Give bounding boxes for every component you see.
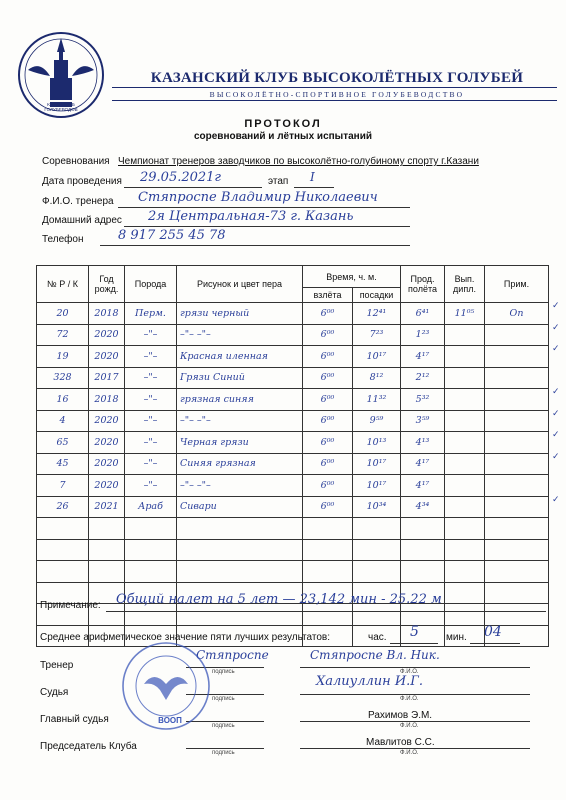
cell-duration (401, 561, 445, 583)
cell-exec (445, 539, 485, 561)
judge-sign-caption: подпись (212, 696, 235, 702)
judge-fio-line (300, 694, 530, 695)
stage-value: I (310, 170, 315, 184)
results-table (36, 265, 549, 647)
cell-pattern: –"– –"– (177, 475, 303, 497)
cell-duration: 1²³ (401, 324, 445, 346)
table-row (37, 324, 549, 346)
header-note: Прим. (485, 266, 549, 303)
cell-landing: 10³⁴ (353, 496, 401, 518)
cell-duration: 4¹³ (401, 432, 445, 454)
trainer-sign-label: Тренер (40, 660, 74, 671)
cell-exec (445, 367, 485, 389)
cell-takeoff: 6⁰⁰ (303, 303, 353, 325)
cell-note (485, 561, 549, 583)
chair-fio-value: Мавлитов С.С. (366, 737, 435, 748)
cell-breed (125, 561, 177, 583)
cell-note (485, 389, 549, 411)
cell-landing (353, 518, 401, 540)
cell-num: 16 (37, 389, 89, 411)
cell-year: 2020 (89, 475, 125, 497)
cell-exec (445, 453, 485, 475)
cell-takeoff: 6⁰⁰ (303, 410, 353, 432)
cell-exec (445, 432, 485, 454)
cell-pattern: Сивари (177, 496, 303, 518)
cell-year: 2020 (89, 453, 125, 475)
logo-text: KAZAN КЛУБ ГОЛУБЕВОДОВ (44, 102, 78, 112)
competition-label: Соревнования (42, 156, 110, 167)
chair-sign-line (186, 748, 264, 749)
cell-num: 4 (37, 410, 89, 432)
cell-takeoff: 6⁰⁰ (303, 432, 353, 454)
stage-underline (294, 187, 334, 188)
cell-note: Оп (485, 303, 549, 325)
table-row (37, 389, 549, 411)
cell-landing: 11³² (353, 389, 401, 411)
table-row (37, 518, 549, 540)
header-breed: Порода (125, 266, 177, 303)
cell-takeoff: 6⁰⁰ (303, 389, 353, 411)
cell-year (89, 518, 125, 540)
cell-note (485, 518, 549, 540)
address-underline (124, 226, 410, 227)
chief-fio-value: Рахимов Э.М. (368, 710, 433, 721)
cell-exec (445, 324, 485, 346)
cell-exec (445, 496, 485, 518)
cell-breed: –"– (125, 475, 177, 497)
header-landing: посадки (353, 288, 401, 303)
header-time: Время, ч. м. (303, 266, 401, 288)
cell-note (485, 539, 549, 561)
chief-fio-line (300, 721, 530, 722)
address-value: 2я Центральная-73 г. Казань (148, 209, 354, 224)
cell-takeoff: 6⁰⁰ (303, 367, 353, 389)
cell-note (485, 604, 549, 626)
cell-duration (401, 539, 445, 561)
hours-label: час. (368, 632, 387, 643)
cell-num: 72 (37, 324, 89, 346)
cell-year: 2017 (89, 367, 125, 389)
address-label: Домашний адрес (42, 215, 122, 226)
club-subtitle: ВЫСОКОЛЁТНО-СПОРТИВНОЕ ГОЛУБЕВОДСТВО (209, 90, 465, 99)
table-row (37, 561, 549, 583)
cell-exec (445, 561, 485, 583)
trainer-underline (118, 207, 410, 208)
cell-breed: –"– (125, 324, 177, 346)
header-takeoff: взлёта (303, 288, 353, 303)
cell-note (485, 582, 549, 604)
chair-sign-caption: подпись (212, 750, 235, 756)
cell-num: 45 (37, 453, 89, 475)
chief-fio-caption: Ф.И.О. (400, 723, 419, 729)
judge-label: Судья (40, 687, 69, 698)
table-row (37, 475, 549, 497)
cell-note (485, 453, 549, 475)
cell-exec (445, 346, 485, 368)
date-label: Дата проведения (42, 176, 122, 187)
cell-num: 65 (37, 432, 89, 454)
chief-judge-label: Главный судья (40, 714, 109, 725)
document-title: ПРОТОКОЛ (244, 118, 322, 130)
cell-breed (125, 539, 177, 561)
cell-breed: –"– (125, 367, 177, 389)
cell-pattern: грязная синяя (177, 389, 303, 411)
check-mark: ✓ (552, 407, 560, 418)
cell-year: 2020 (89, 346, 125, 368)
check-mark: ✓ (552, 386, 560, 396)
cell-takeoff: 6⁰⁰ (303, 346, 353, 368)
cell-takeoff: 6⁰⁰ (303, 324, 353, 346)
cell-landing: 9⁵⁹ (353, 410, 401, 432)
cell-year: 2018 (89, 389, 125, 411)
average-label: Среднее арифметическое значение пяти лучших результатов: (40, 632, 330, 643)
cell-note (485, 324, 549, 346)
cell-takeoff (303, 561, 353, 583)
phone-label: Телефон (42, 234, 84, 245)
table-row (37, 539, 549, 561)
note-value: Общий налет на 5 лет — 23,142 мин - 25.22 м (116, 592, 442, 607)
judge-fio-caption: Ф.И.О. (400, 696, 419, 702)
cell-exec (445, 604, 485, 626)
cell-pattern: грязи черный (177, 303, 303, 325)
cell-pattern (177, 539, 303, 561)
stamp-text: ВООП (158, 716, 182, 725)
cell-landing (353, 561, 401, 583)
divider (112, 100, 557, 101)
header-pattern: Рисунок и цвет пера (177, 266, 303, 303)
cell-breed: Перм. (125, 303, 177, 325)
cell-duration: 5³² (401, 389, 445, 411)
cell-duration: 4³⁴ (401, 496, 445, 518)
note-label: Примечание: (40, 600, 101, 611)
cell-year: 2021 (89, 496, 125, 518)
chair-fio-line (300, 748, 530, 749)
cell-breed: –"– (125, 432, 177, 454)
cell-breed: Араб (125, 496, 177, 518)
cell-num (37, 561, 89, 583)
minutes-label: мин. (446, 632, 467, 643)
chairman-label: Председатель Клуба (40, 741, 137, 752)
cell-year: 2018 (89, 303, 125, 325)
cell-pattern: Красная иленная (177, 346, 303, 368)
trainer-fio-value: Стяпроспе Вл. Ник. (310, 648, 440, 662)
cell-duration: 3⁵⁹ (401, 410, 445, 432)
cell-landing: 8¹² (353, 367, 401, 389)
cell-takeoff: 6⁰⁰ (303, 496, 353, 518)
cell-num: 328 (37, 367, 89, 389)
cell-duration: 2¹² (401, 367, 445, 389)
cell-breed: –"– (125, 453, 177, 475)
cell-pattern (177, 518, 303, 540)
cell-year (89, 539, 125, 561)
cell-year: 2020 (89, 324, 125, 346)
tick-column (552, 0, 564, 800)
table-row (37, 432, 549, 454)
cell-num: 26 (37, 496, 89, 518)
table-row (37, 453, 549, 475)
check-mark: ✓ (552, 493, 560, 504)
trainer-sign-caption: подпись (212, 669, 235, 675)
cell-num: 7 (37, 475, 89, 497)
cell-pattern (177, 561, 303, 583)
cell-duration (401, 518, 445, 540)
hours-underline (390, 643, 438, 644)
cell-landing: 10¹⁷ (353, 475, 401, 497)
cell-duration: 4¹⁷ (401, 346, 445, 368)
check-mark: ✓ (552, 343, 560, 353)
cell-note (485, 346, 549, 368)
note-underline (106, 611, 546, 612)
hours-value: 5 (410, 624, 419, 640)
cell-pattern: Грязи Синий (177, 367, 303, 389)
cell-note (485, 475, 549, 497)
date-value: 29.05.2021г (140, 170, 222, 185)
cell-takeoff (303, 518, 353, 540)
cell-landing: 10¹⁷ (353, 346, 401, 368)
cell-pattern: Черная грязи (177, 432, 303, 454)
cell-num (37, 518, 89, 540)
trainer-fio-caption: Ф.И.О. (400, 669, 419, 675)
cell-takeoff: 6⁰⁰ (303, 475, 353, 497)
cell-duration: 4¹⁷ (401, 453, 445, 475)
club-title: КАЗАНСКИЙ КЛУБ ВЫСОКОЛЁТНЫХ ГОЛУБЕЙ (150, 70, 524, 86)
minutes-value: 04 (484, 624, 502, 640)
cell-note (485, 432, 549, 454)
minutes-underline (470, 643, 520, 644)
cell-exec: 11⁰⁵ (445, 303, 485, 325)
cell-num: 20 (37, 303, 89, 325)
date-underline (124, 187, 262, 188)
table-row (37, 346, 549, 368)
header-year: Год рожд. (89, 266, 125, 303)
judge-fio-value: Халиуллин И.Г. (316, 674, 424, 689)
chief-sign-caption: подпись (212, 723, 235, 729)
phone-underline (100, 245, 410, 246)
cell-pattern: Синяя грязная (177, 453, 303, 475)
check-mark: ✓ (552, 429, 560, 439)
cell-note (485, 410, 549, 432)
cell-takeoff: 6⁰⁰ (303, 453, 353, 475)
cell-takeoff (303, 539, 353, 561)
cell-breed: –"– (125, 346, 177, 368)
document-subtitle: соревнований и лётных испытаний (193, 131, 373, 142)
cell-pattern: –"– –"– (177, 324, 303, 346)
cell-pattern: –"– –"– (177, 410, 303, 432)
table-row (37, 303, 549, 325)
cell-exec (445, 389, 485, 411)
cell-duration: 4¹⁷ (401, 475, 445, 497)
cell-landing: 10¹³ (353, 432, 401, 454)
trainer-fio-line (300, 667, 530, 668)
header-exec: Вып. дипл. (445, 266, 485, 303)
table-row (37, 496, 549, 518)
chair-fio-caption: Ф.И.О. (400, 750, 419, 756)
cell-year: 2020 (89, 410, 125, 432)
cell-exec (445, 475, 485, 497)
cell-year (89, 561, 125, 583)
check-mark: ✓ (552, 321, 560, 332)
trainer-value: Стяпроспе Владимир Николаевич (138, 190, 378, 205)
cell-exec (445, 582, 485, 604)
trainer-signature: Стяпроспе (196, 648, 269, 662)
stage-label: этап (268, 176, 289, 187)
cell-breed: –"– (125, 410, 177, 432)
cell-year: 2020 (89, 432, 125, 454)
check-mark: ✓ (552, 450, 560, 461)
divider (112, 87, 557, 88)
cell-landing: 7²³ (353, 324, 401, 346)
header-duration: Прод. полёта (401, 266, 445, 303)
cell-breed (125, 518, 177, 540)
cell-num (37, 539, 89, 561)
trainer-label: Ф.И.О. тренера (42, 196, 114, 207)
cell-landing (353, 539, 401, 561)
cell-num: 19 (37, 346, 89, 368)
cell-note (485, 496, 549, 518)
table-row (37, 410, 549, 432)
table-row (37, 367, 549, 389)
cell-landing: 12⁴¹ (353, 303, 401, 325)
phone-value: 8 917 255 45 78 (118, 228, 226, 243)
cell-duration: 6⁴¹ (401, 303, 445, 325)
cell-breed: –"– (125, 389, 177, 411)
cell-landing: 10¹⁷ (353, 453, 401, 475)
header-num: № Р / К (37, 266, 89, 303)
cell-note (485, 367, 549, 389)
check-mark: ✓ (552, 300, 560, 310)
competition-value: Чемпионат тренеров заводчиков по высоколётно-голубиному спорту г.Казани (118, 156, 479, 167)
cell-exec (445, 410, 485, 432)
cell-exec (445, 518, 485, 540)
